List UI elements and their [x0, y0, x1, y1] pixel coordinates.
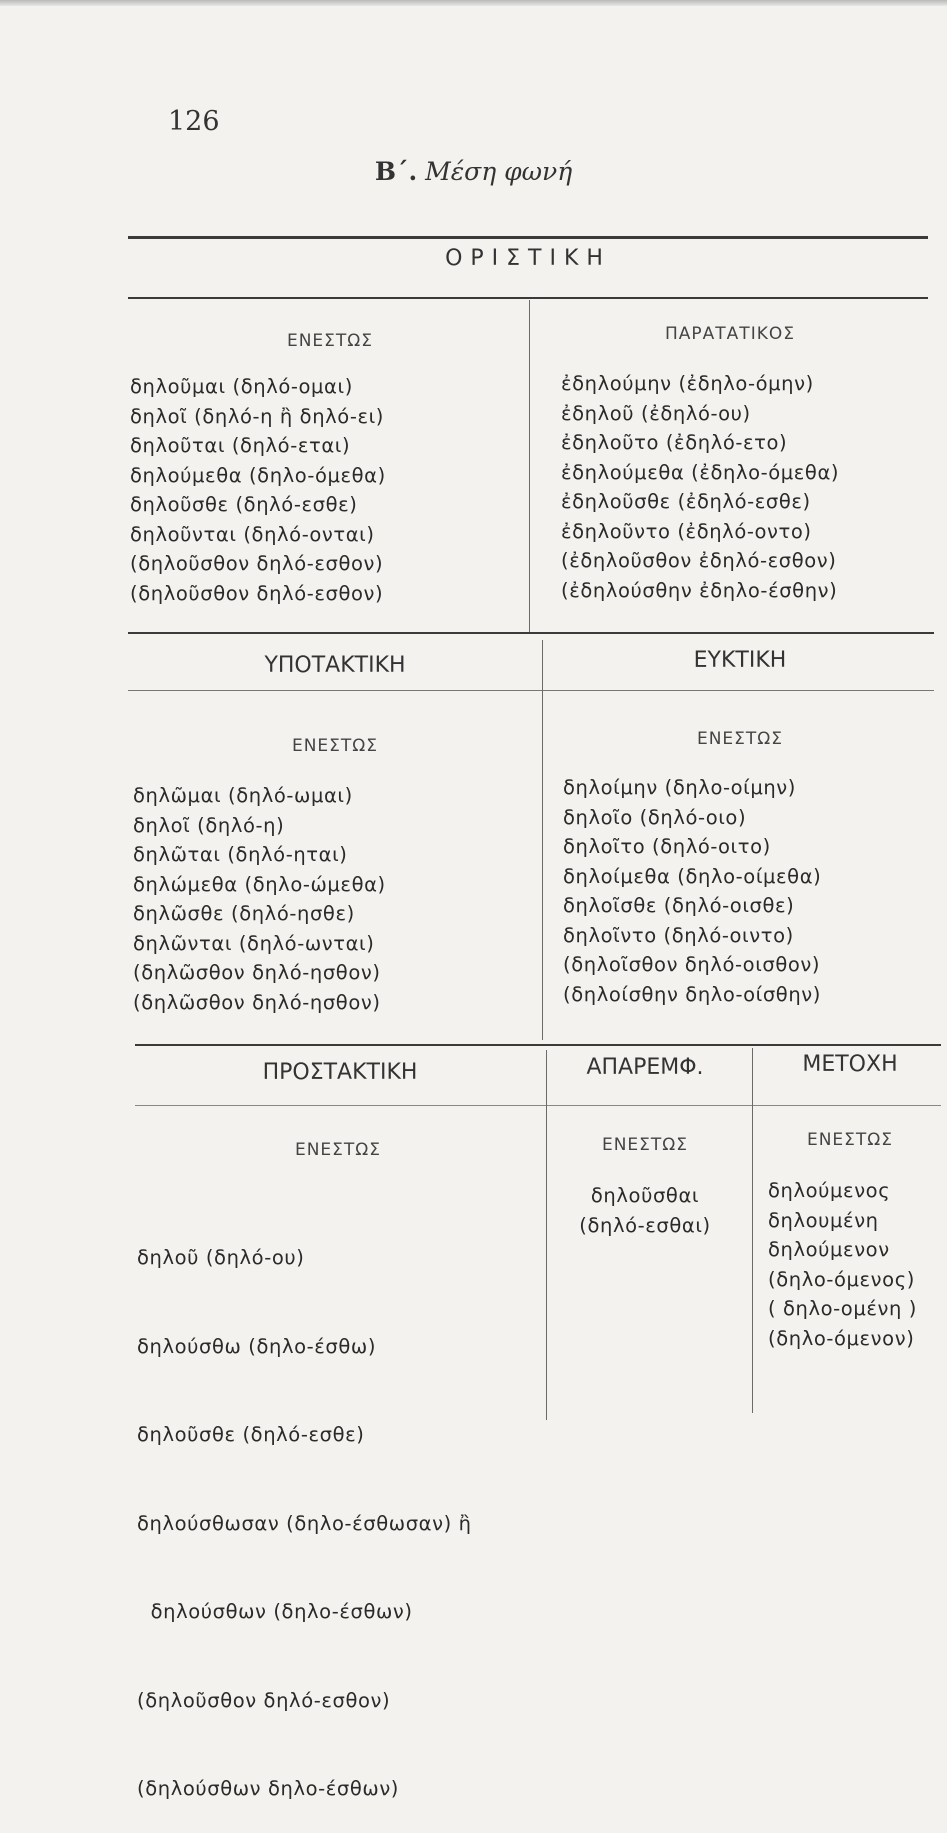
list-oristiki-enestos: [130, 372, 386, 608]
form-item: δηλοῖσθε (δηλό-οισθε): [563, 894, 795, 917]
heading-oristiki: ΟΡΙΣΤΙΚΗ: [445, 246, 611, 271]
form-item: δηλοῖτο (δηλό-οιτο): [563, 835, 771, 858]
list-ypotaktiki-enestos: [133, 781, 386, 1017]
page-top-edge: [0, 0, 947, 6]
section-letter: Β΄.: [374, 157, 418, 186]
rule-under-ypotaktiki: [128, 690, 934, 691]
form-item: δηλῶται (δηλό-ηται): [133, 843, 348, 866]
tense-ypotaktiki-enestos: ΕΝΕΣΤΩΣ: [291, 736, 379, 756]
form-item: δηλούσθωσαν (δηλο-έσθωσαν) ἢ: [137, 1511, 472, 1535]
tense-oristiki-enestos: ΕΝΕΣΤΩΣ: [286, 331, 374, 351]
form-item: (ἐδηλούσθην ἐδηλο-έσθην): [561, 578, 838, 602]
rule-under-prostaktiki: [135, 1105, 941, 1106]
form-item: δηλῶσθε (δηλό-ησθε): [133, 902, 355, 925]
form-item: δηλούμενον: [768, 1238, 890, 1261]
list-aparemfato-enestos: [555, 1181, 735, 1240]
form-item: δηλοῖντο (δηλό-οιντο): [563, 923, 794, 947]
tense-efktiki-enestos: ΕΝΕΣΤΩΣ: [696, 729, 784, 749]
heading-ypotaktiki: ΥΠΟΤΑΚΤΙΚΗ: [264, 653, 406, 678]
tense-aparemfato-enestos: ΕΝΕΣΤΩΣ: [601, 1135, 689, 1155]
form-item: (δηλοῦσθον δηλό-εσθον): [137, 1688, 391, 1712]
form-item: δηλοίμην (δηλο-οίμην): [563, 776, 797, 799]
divider-aparemfato: [752, 1048, 753, 1413]
form-item: δηλώμεθα (δηλο-ώμεθα): [133, 872, 386, 896]
tense-oristiki-paratatikos: ΠΑΡΑΤΑΤΙΚΟΣ: [665, 324, 795, 344]
rule-top-thick: [128, 236, 928, 239]
form-item: δηλούσθω (δηλο-έσθω): [137, 1334, 377, 1358]
form-item: (δηλῶσθον δηλό-ησθον): [133, 990, 381, 1014]
section-title: [0, 157, 947, 186]
form-item: δηλουμένη: [768, 1208, 879, 1232]
form-item: ἐδηλοῦσθε (ἐδηλό-εσθε): [561, 490, 811, 513]
form-item: δηλοῖ (δηλό-η ἢ δηλό-ει): [130, 404, 385, 428]
form-item: δηλῶνται (δηλό-ωνται): [133, 931, 375, 955]
form-item: δηλοῦμαι (δηλό-ομαι): [130, 375, 353, 398]
form-item: ( δηλο-ομένη ): [768, 1297, 917, 1320]
form-item: δηλοῦται (δηλό-εται): [130, 434, 351, 457]
form-item: (δηλοῦσθον δηλό-εσθον): [130, 552, 384, 575]
form-item: ἐδηλοῦ (ἐδηλό-ου): [561, 401, 751, 425]
list-prostaktiki-enestos: [137, 1184, 472, 1833]
form-item: ἐδηλούμεθα (ἐδηλο-όμεθα): [561, 460, 840, 484]
rule-mid-2: [135, 1044, 941, 1046]
form-item: (δηλο-όμενος): [768, 1267, 915, 1291]
form-item: δηλοῦσθε (δηλό-εσθε): [130, 493, 358, 516]
form-item: δηλοίμεθα (δηλο-οίμεθα): [563, 864, 822, 888]
form-item: δηλοῦνται (δηλό-ονται): [130, 522, 375, 546]
heading-efktiki: ΕΥΚΤΙΚΗ: [693, 648, 787, 673]
form-item: δηλούμεθα (δηλο-όμεθα): [130, 463, 386, 487]
divider-prostaktiki: [546, 1050, 547, 1420]
page-number: 126: [168, 106, 220, 137]
form-item: ἐδηλοῦτο (ἐδηλό-ετο): [561, 431, 788, 454]
list-efktiki-enestos: [563, 773, 821, 1009]
rule-mid-1: [128, 632, 934, 634]
form-item: δηλῶμαι (δηλό-ωμαι): [133, 784, 353, 807]
form-item: (δηλοῖσθον δηλό-οισθον): [563, 953, 821, 976]
heading-metochi: ΜΕΤΟΧΗ: [802, 1052, 898, 1077]
divider-ypotaktiki: [542, 640, 543, 1040]
form-item: (ἐδηλοῦσθον ἐδηλό-εσθον): [561, 549, 837, 572]
heading-aparemfato: ΑΠΑΡΕΜΦ.: [586, 1055, 704, 1080]
rule-under-oristiki: [128, 297, 928, 299]
heading-prostaktiki: ΠΡΟΣΤΑΚΤΙΚΗ: [262, 1060, 418, 1085]
form-item: (δηλό-εσθαι): [579, 1213, 711, 1237]
form-item: δηλοῦ (δηλό-ου): [137, 1246, 305, 1269]
form-item: ἐδηλοῦντο (ἐδηλό-οντο): [561, 519, 812, 543]
section-name: Μέση φωνή: [425, 157, 573, 186]
form-item: δηλοῖο (δηλό-οιο): [563, 805, 747, 829]
form-item: δηλοῦσθε (δηλό-εσθε): [137, 1423, 365, 1446]
form-item: (δηλοῦσθον δηλό-εσθον): [130, 581, 384, 605]
form-item: δηλοῖ (δηλό-η): [133, 813, 285, 837]
form-item: (δηλοίσθην δηλο-οίσθην): [563, 982, 821, 1006]
form-item: δηλούμενος: [768, 1179, 891, 1202]
tense-prostaktiki-enestos: ΕΝΕΣΤΩΣ: [294, 1140, 382, 1160]
list-oristiki-paratatikos: [561, 369, 839, 605]
tense-metochi-enestos: ΕΝΕΣΤΩΣ: [806, 1130, 894, 1150]
form-item: δηλοῦσθαι: [590, 1184, 700, 1207]
form-item: (δηλο-όμενον): [768, 1326, 915, 1350]
list-metochi-enestos: [768, 1176, 917, 1353]
form-item: (δηλῶσθον δηλό-ησθον): [133, 961, 381, 984]
form-item: δηλούσθων (δηλο-έσθων): [137, 1600, 413, 1623]
divider-oristiki: [529, 300, 530, 632]
form-item: ἐδηλούμην (ἐδηλο-όμην): [561, 372, 814, 395]
form-item: (δηλούσθων δηλο-έσθων): [137, 1777, 400, 1800]
